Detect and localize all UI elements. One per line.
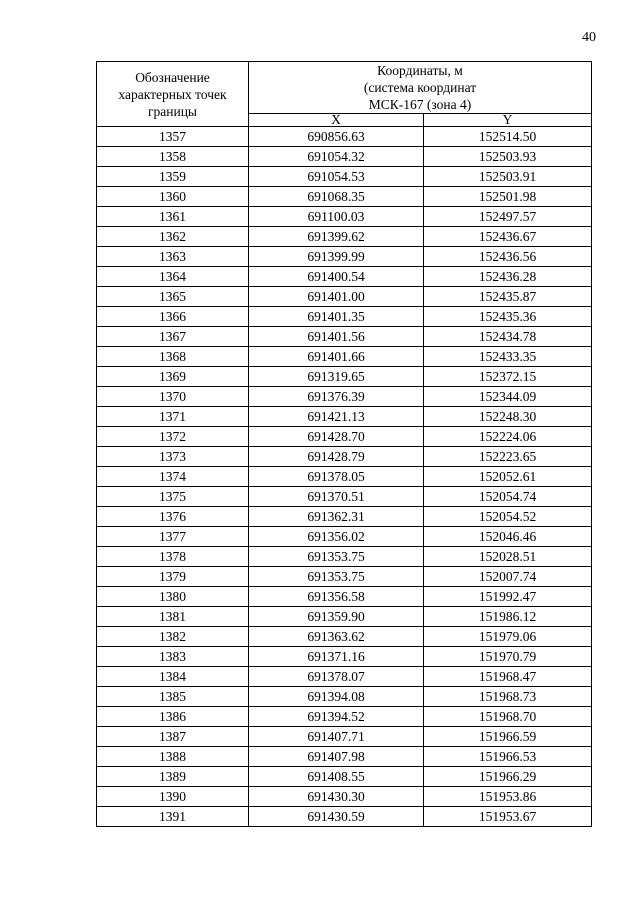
table-row	[97, 647, 592, 667]
point-id-cell: 1389	[97, 767, 249, 787]
table-row	[97, 367, 592, 387]
coordinates-column-header	[249, 62, 592, 114]
x-coordinate-cell: 691408.55	[249, 767, 424, 787]
y-coordinate-cell: 151992.47	[424, 587, 592, 607]
header-row	[97, 62, 592, 114]
table-row	[97, 507, 592, 527]
y-coordinate-cell: 152434.78	[424, 327, 592, 347]
table-row	[97, 387, 592, 407]
table-row	[97, 227, 592, 247]
y-coordinate-cell: 152054.74	[424, 487, 592, 507]
y-coordinate-cell: 152248.30	[424, 407, 592, 427]
table-row	[97, 807, 592, 827]
point-id-cell: 1375	[97, 487, 249, 507]
table-row	[97, 527, 592, 547]
point-id-cell: 1385	[97, 687, 249, 707]
point-id-cell: 1371	[97, 407, 249, 427]
table-row	[97, 707, 592, 727]
y-coordinate-cell: 152224.06	[424, 427, 592, 447]
table-row	[97, 287, 592, 307]
y-coordinate-cell: 152503.93	[424, 147, 592, 167]
x-coordinate-cell: 691399.62	[249, 227, 424, 247]
x-coordinate-cell: 691401.00	[249, 287, 424, 307]
table-row	[97, 187, 592, 207]
point-id-cell: 1383	[97, 647, 249, 667]
x-coordinate-cell: 691421.13	[249, 407, 424, 427]
point-id-cell: 1377	[97, 527, 249, 547]
point-id-cell: 1368	[97, 347, 249, 367]
points-header-line: характерных точек	[118, 86, 227, 102]
x-coordinate-cell: 691378.05	[249, 467, 424, 487]
y-coordinate-cell: 151966.53	[424, 747, 592, 767]
table-row	[97, 747, 592, 767]
point-id-cell: 1372	[97, 427, 249, 447]
table-row	[97, 687, 592, 707]
y-coordinate-cell: 152436.28	[424, 267, 592, 287]
point-id-cell: 1358	[97, 147, 249, 167]
x-coordinate-cell: 691100.03	[249, 207, 424, 227]
point-id-cell: 1359	[97, 167, 249, 187]
y-coordinate-cell: 151968.73	[424, 687, 592, 707]
x-coordinate-cell: 691353.75	[249, 547, 424, 567]
table-row	[97, 727, 592, 747]
x-column-header: X	[249, 114, 424, 127]
x-coordinate-cell: 690856.63	[249, 127, 424, 147]
y-coordinate-cell: 152223.65	[424, 447, 592, 467]
points-column-header	[97, 62, 249, 127]
y-coordinate-cell: 152007.74	[424, 567, 592, 587]
point-id-cell: 1366	[97, 307, 249, 327]
x-coordinate-cell: 691068.35	[249, 187, 424, 207]
point-id-cell: 1363	[97, 247, 249, 267]
y-coordinate-cell: 152046.46	[424, 527, 592, 547]
table-row	[97, 467, 592, 487]
x-coordinate-cell: 691378.07	[249, 667, 424, 687]
x-coordinate-cell: 691319.65	[249, 367, 424, 387]
y-coordinate-cell: 151970.79	[424, 647, 592, 667]
point-id-cell: 1382	[97, 627, 249, 647]
x-coordinate-cell: 691430.30	[249, 787, 424, 807]
table-row	[97, 347, 592, 367]
coordinates-header-line: Координаты, м	[377, 63, 463, 78]
y-coordinate-cell: 152497.57	[424, 207, 592, 227]
table-row	[97, 587, 592, 607]
table-row	[97, 307, 592, 327]
point-id-cell: 1362	[97, 227, 249, 247]
table-body	[97, 127, 592, 827]
x-coordinate-cell: 691428.70	[249, 427, 424, 447]
points-header-line: Обозначение	[135, 69, 210, 85]
x-coordinate-cell: 691359.90	[249, 607, 424, 627]
table-row	[97, 607, 592, 627]
table-row	[97, 427, 592, 447]
y-coordinate-cell: 151968.70	[424, 707, 592, 727]
x-coordinate-cell: 691399.99	[249, 247, 424, 267]
point-id-cell: 1373	[97, 447, 249, 467]
point-id-cell: 1370	[97, 387, 249, 407]
table-row	[97, 267, 592, 287]
x-coordinate-cell: 691363.62	[249, 627, 424, 647]
table-row	[97, 627, 592, 647]
table-row	[97, 667, 592, 687]
y-coordinate-cell: 151966.59	[424, 727, 592, 747]
x-coordinate-cell: 691394.52	[249, 707, 424, 727]
x-coordinate-cell: 691401.56	[249, 327, 424, 347]
point-id-cell: 1388	[97, 747, 249, 767]
y-coordinate-cell: 152054.52	[424, 507, 592, 527]
table-row	[97, 767, 592, 787]
table-row	[97, 407, 592, 427]
point-id-cell: 1381	[97, 607, 249, 627]
table-row	[97, 547, 592, 567]
x-coordinate-cell: 691428.79	[249, 447, 424, 467]
point-id-cell: 1391	[97, 807, 249, 827]
x-coordinate-cell: 691371.16	[249, 647, 424, 667]
point-id-cell: 1378	[97, 547, 249, 567]
y-coordinate-cell: 152501.98	[424, 187, 592, 207]
y-coordinate-cell: 152052.61	[424, 467, 592, 487]
table-row	[97, 147, 592, 167]
x-coordinate-cell: 691407.98	[249, 747, 424, 767]
x-coordinate-cell: 691376.39	[249, 387, 424, 407]
table-row	[97, 127, 592, 147]
coordinates-header-line: (система координат	[363, 80, 477, 95]
x-coordinate-cell: 691401.66	[249, 347, 424, 367]
y-coordinate-cell: 152344.09	[424, 387, 592, 407]
y-coordinate-cell: 152436.67	[424, 227, 592, 247]
x-coordinate-cell: 691394.08	[249, 687, 424, 707]
table-row	[97, 567, 592, 587]
coordinates-table	[96, 61, 592, 827]
point-id-cell: 1379	[97, 567, 249, 587]
y-coordinate-cell: 152436.56	[424, 247, 592, 267]
points-header-line: границы	[147, 103, 198, 119]
x-coordinate-cell: 691401.35	[249, 307, 424, 327]
point-id-cell: 1365	[97, 287, 249, 307]
x-coordinate-cell: 691054.53	[249, 167, 424, 187]
point-id-cell: 1380	[97, 587, 249, 607]
x-coordinate-cell: 691430.59	[249, 807, 424, 827]
point-id-cell: 1390	[97, 787, 249, 807]
point-id-cell: 1384	[97, 667, 249, 687]
y-coordinate-cell: 152433.35	[424, 347, 592, 367]
point-id-cell: 1369	[97, 367, 249, 387]
point-id-cell: 1361	[97, 207, 249, 227]
point-id-cell: 1357	[97, 127, 249, 147]
table-row	[97, 327, 592, 347]
y-column-header: Y	[424, 114, 592, 127]
y-coordinate-cell: 151986.12	[424, 607, 592, 627]
y-coordinate-cell: 151953.67	[424, 807, 592, 827]
y-coordinate-cell: 151968.47	[424, 667, 592, 687]
y-coordinate-cell: 152028.51	[424, 547, 592, 567]
table-row	[97, 167, 592, 187]
table-row	[97, 487, 592, 507]
table-row	[97, 207, 592, 227]
x-coordinate-cell: 691400.54	[249, 267, 424, 287]
y-coordinate-cell: 152514.50	[424, 127, 592, 147]
x-coordinate-cell: 691054.32	[249, 147, 424, 167]
x-coordinate-cell: 691356.02	[249, 527, 424, 547]
y-coordinate-cell: 151979.06	[424, 627, 592, 647]
page-number: 40	[582, 30, 596, 45]
y-coordinate-cell: 151966.29	[424, 767, 592, 787]
coordinates-header-line: МСК-167 (зона 4)	[368, 97, 472, 112]
y-coordinate-cell: 152372.15	[424, 367, 592, 387]
point-id-cell: 1387	[97, 727, 249, 747]
point-id-cell: 1376	[97, 507, 249, 527]
x-coordinate-cell: 691362.31	[249, 507, 424, 527]
x-coordinate-cell: 691370.51	[249, 487, 424, 507]
point-id-cell: 1386	[97, 707, 249, 727]
x-coordinate-cell: 691356.58	[249, 587, 424, 607]
x-coordinate-cell: 691353.75	[249, 567, 424, 587]
y-coordinate-cell: 152503.91	[424, 167, 592, 187]
table-row	[97, 247, 592, 267]
point-id-cell: 1360	[97, 187, 249, 207]
point-id-cell: 1367	[97, 327, 249, 347]
point-id-cell: 1364	[97, 267, 249, 287]
x-coordinate-cell: 691407.71	[249, 727, 424, 747]
table-row	[97, 787, 592, 807]
y-coordinate-cell: 151953.86	[424, 787, 592, 807]
point-id-cell: 1374	[97, 467, 249, 487]
y-coordinate-cell: 152435.87	[424, 287, 592, 307]
y-coordinate-cell: 152435.36	[424, 307, 592, 327]
table-row	[97, 447, 592, 467]
